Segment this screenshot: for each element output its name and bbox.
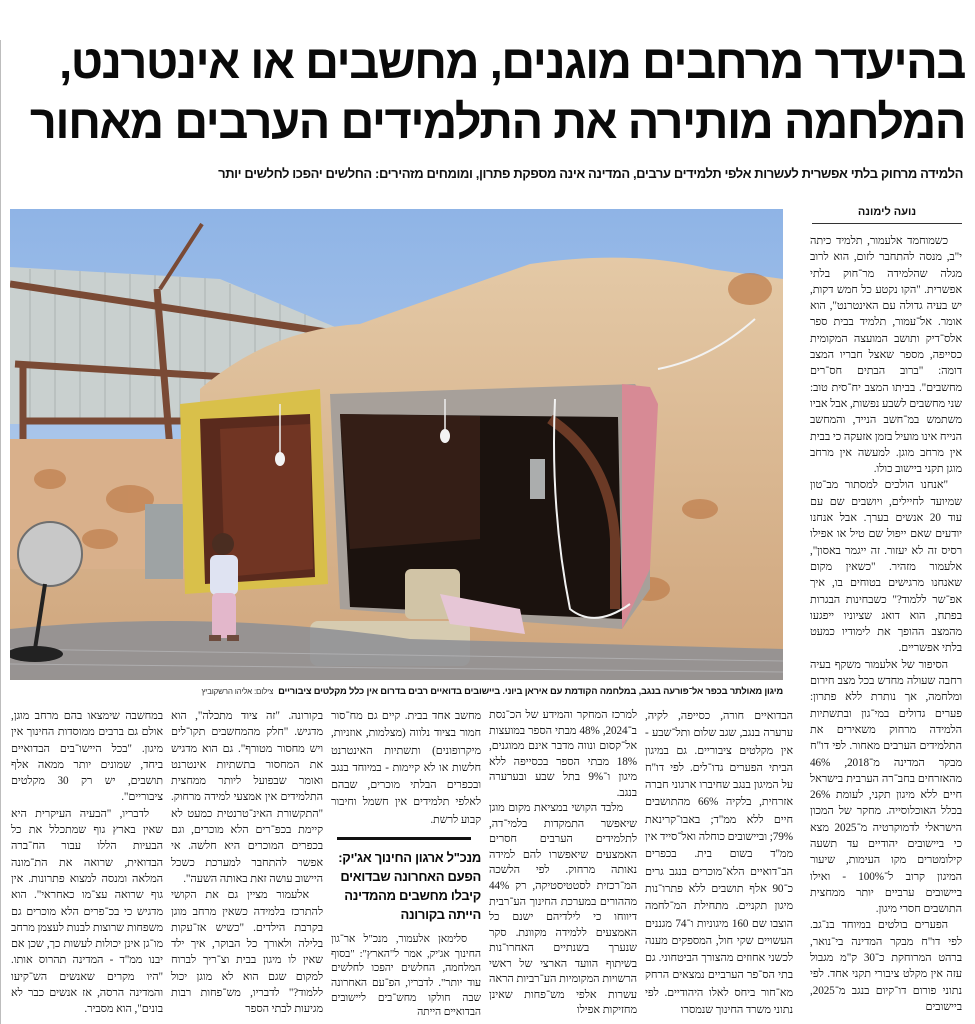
credit-label: צילום:: [253, 687, 274, 696]
headline: [10, 32, 965, 152]
paragraph: כשמוחמד אלעמור, תלמיד כיתה י"ב, מנסה להתחבר לזום, הוא לרוב מגלה שהלמידה מר־חוק בלתי אפשרית. "הקו נקטע כל חמש דקות, יש בעיה גדולה עם האינטרנט", הוא אומר. אל־עמור, תלמיד בבית ספר אלס־דיק ותושב המועצה המקומית כסייפה, מספר שאצל חבריו המצב דומה: "ברוב הבתים חס־רים מחשבים". בביתו המצב יח־סית טוב: שני מחשבים לשבע נפשות, אבל אביו משתמש במ־חשב הנייד, והמחשב הנייח אינו מועיל בזמן אזעקה כי בבית אין מרחב מוגן. למעשה אין מרחב מוגן תקני ביישוב כולו.: [810, 235, 962, 476]
sidebar-rule: [337, 837, 471, 840]
credit-name: אליהו הרשקוביץ: [201, 687, 252, 696]
cement-block: [145, 504, 183, 579]
paragraph: הפערים בולטים במיוחד בנ־גב. לפי דו"ח מבקר המדינה בי־נואר, ברהט המרוחקת כ־30 ק"מ מגבול עזה אין מקלט ציבורי תקני אחד. לפי נתוני פורום דו־קיום בנגב מ־2025, ביישובים: [810, 919, 962, 1013]
paragraph: הבדואיים חורה, כסייפה, לקיה, ערערה בנגב, שגב שלום ותל־שבע - אין מקלטים ציבוריים. גם במיגון הביתי הפערים גדו־לים. לפי דו"ח על המיגון בנגב שחיברו ארגוני חברה אזרחית, בלקיה 66% מהתושבים חיים ללא ממ"ד; באבו־קרינאת 79%; וביישובים כוחלה ואל־סייד אין ממ"ד בשום בית. בכפרים הב־דואיים הלא־מוכרים בנגב גרים כ־90 אלף תושבים ללא פתרו־נות מיגון תקניים. מתחילת המ־לחמה הוצבו שם 160 מיגוניות ו־74 מגננים העשויים שקי חול, המספקים מענה לכשני אחוזים מהצורך הביטחוני. גם בתי הס־פר הערביים נמצאים הרחק מא־חור ביחס לאלו היהודיים. לפי נתוני משרד החינוך שנמסרו: [645, 710, 793, 1017]
paragraph: למרכז המחקר והמידע של הכ־נסת ב־2024, 48% מבתי הספר במועצות אל־קסום ונווה מדבר אינם ממוגנים, 18% מבתי הספר בכסייפה ללא מיגון ו־9% בתל שבע ובערערה בנגב.: [489, 709, 637, 799]
subheadline: הלמידה מרחוק בלתי אפשרית לעשרות אלפי תלמידים ערבים, המדינה אינה מספקת פתרון, ומומחים מזהירים: החלשים יהפכו לחלשים יותר: [218, 166, 963, 181]
light-bulb-icon: [275, 452, 285, 466]
photo-caption: [10, 684, 783, 699]
article-column-6: [11, 708, 163, 1018]
paragraph: הסיפור של אלעמור משקף בעיה רחבה שעולה מחדש בכל מצב חירום ומלחמה, אך נותרת ללא פתרון: פערים גדולים במי־גון ובתשתיות הלמידה מרחוק משאירים את התלמידים הערבים מאחור. לפי דו"ח מבקר המדינה מ־2018, 46% מהאזרחים בחב־רה הערבית בישראל חיים ללא מיגון תקני, לעומת 26% בכלל האוכלוסייה. מחקר של המכון הישראלי לדמוקרטיה מ־2025 מצא כי ביישובים יהודיים עד תשעה קילומטרים מקו העימות, שיעור המיגון קרוב ל־100% - ואילו ביישובים ערביים יותר ממחצית התושבים חסרי מיגון.: [810, 658, 963, 916]
article-column-2: [645, 708, 793, 1019]
paragraph: במחשבה שימצאו בהם מרחב מוגן, אולם גם ברבים ממוסדות החינוך אין מיגון. "בכל היישו־בים הבדואיים ביחד, שמונים יותר ממאה אלף תושבים, יש רק 30 מקלטים ציבוריים".: [11, 710, 163, 804]
article-column-4: [331, 708, 481, 829]
article-photo: [10, 209, 783, 680]
light-bulb-icon-2: [440, 429, 450, 443]
paragraph: מחשב אחד בבית. קיים גם מח־סור חמור בציוד נלווה (מצלמות, אוזניות, מיקרופונים) ותשתיות האינטרנט חלשות או לא קיימות - במיוחד בנגב ובכפרים הבלתי מוכרים, שבהם לאלפי תלמידים אין חשמל וחיבור קבוע לרשת.: [331, 710, 481, 826]
photo-credit: [201, 687, 273, 696]
article-column-1: [810, 233, 962, 1015]
headline-line-1: בהיעדר מרחבים מוגנים, מחשבים או אינטרנט,: [59, 35, 965, 88]
byline: נועה לימונה: [812, 206, 962, 224]
paragraph: לדבריו, "הבעיה העיקרית היא שאין בארץ גוף שמתכלל את כל הבעיות הללו עבור הח־ברה הבדואית, שרואה את הת־מונה המלאה ומנסה למצוא פתרונות. אין גוף שרואה עצ־מו כאחראי". הוא מדגיש כי בכ־פרים הלא מוכרים גם משפחות שרוצות לבנות לעצמן מרחב מו־גן אינן יכולות לעשות כך, שכן אם יבנו ממ"ד - המדינה תהרוס אותו. "היו מקרים שאנשים הש־קיעו והמדינה הרסה, אז אנשים כבר לא בונים", הוא מסביר.: [11, 807, 163, 1016]
article-column-5: [171, 708, 323, 1018]
sidebar-body: [331, 932, 481, 1020]
paragraph: אלעמור מציין גם את הקושי להתרכז בלמידה כשאין מרחב מוגן בקרבת הילדים. "כשיש אז־עקות בלילה ולאורך כל הבוקר, איך ילד שאין לו מיגון בבית וצ־ריך לברוח למקום שגם הוא לא מוגן יכול ללמוד?" לדבריו, מש־פחות רבות מגיעות לבתי הספר: [171, 889, 323, 1016]
headline-line-2: המלחמה מותירה את התלמידים הערבים מאחור: [29, 95, 965, 148]
caption-text: מיגון מאולתר בכפר אל־פורעה בנגב, במלחמה הקודמת עם איראן ביוני. ביישובים בדואיים רבים בדרום אין כלל מקלטים ציבוריים: [278, 685, 783, 696]
paragraph: "אנחנו הולכים למסתור מב־טון שמיועד לחיילים, ויושבים שם עם עוד 20 אנשים בערך. אבל אנחנו יודעים שאם ייפול שם טיל או אפילו רסיס זה לא יעזור. זה ייגמר באסון", אלעמור מזהיר. "כשאין מקום שאנחנו מרגישים בטוחים בו, איך אפ־שר ללמוד?" כשבחינות הבגרות בפתח, הוא דואג שציוניו ייפגעו מהמצב ההופך את לימודיו כמעט בלתי אפשריים.: [810, 479, 962, 655]
paragraph: בקורונה. "זה ציוד מתכלה", הוא מדגיש. "חלק מהמחשבים תקו־לים ויש מחסור מטורף". גם הוא מדגיש את המחסור בתשתיות אינטרנט ואומר שבפועל ליותר ממחצית התלמידים אין אמצעי למידה מרחוק. "התקשורת האינ־טרנטית כמעט לא קיימת בכפ־רים הלא מוכרים, וגם בכפרים המוכרים היא חלשה. אי אפשר להתחבר למערכת כשכל היישוב עושה זאת באותה השעה".: [171, 710, 323, 885]
paragraph: מלבד הקושי במציאת מקום מוגן שיאפשר התמקדות בלמי־דה, לתלמידים הערבים חסרים האמצעים שיאפשרו להם למידה נאותה מרחוק. לפי הלשכה המ־רכזית לסטטיסטיקה, רק 44% מההורים במערכת החינוך הע־רבית דיווחו כי לילדיהם ישנם כל האמצעים ללמידה מקוונת. סקר שנערך בשנתיים האחרו־נות בשיתוף הוועד הארצי של ראשי הרשויות המקומיות הע־רביות הראה עשרות אלפי מש־פחות שאינן מחזיקות אפילו: [489, 802, 637, 1017]
sidebar-title: מנכ"ל ארגון החינוך אג'יק: הפעם האחרונה שבדואים קיבלו מחשבים מהמדינה הייתה בקורונה: [338, 850, 481, 922]
electric-fan: [18, 522, 82, 586]
page-edge-rule: [0, 40, 1, 1024]
article-column-3: [489, 708, 637, 1019]
paragraph: סלימאן אלעמור, מנכ"ל אר־גון החינוך אג'יק, אמר ל"הארץ": "בסוף המלחמה, החלשים יהפכו לחלשים עוד יותר". לדבריו, הפ־עם האחרונה שבה חולקו מחש־בים ליישובים הבדואיים הייתה: [331, 933, 481, 1019]
photo-illustration: [10, 209, 783, 680]
